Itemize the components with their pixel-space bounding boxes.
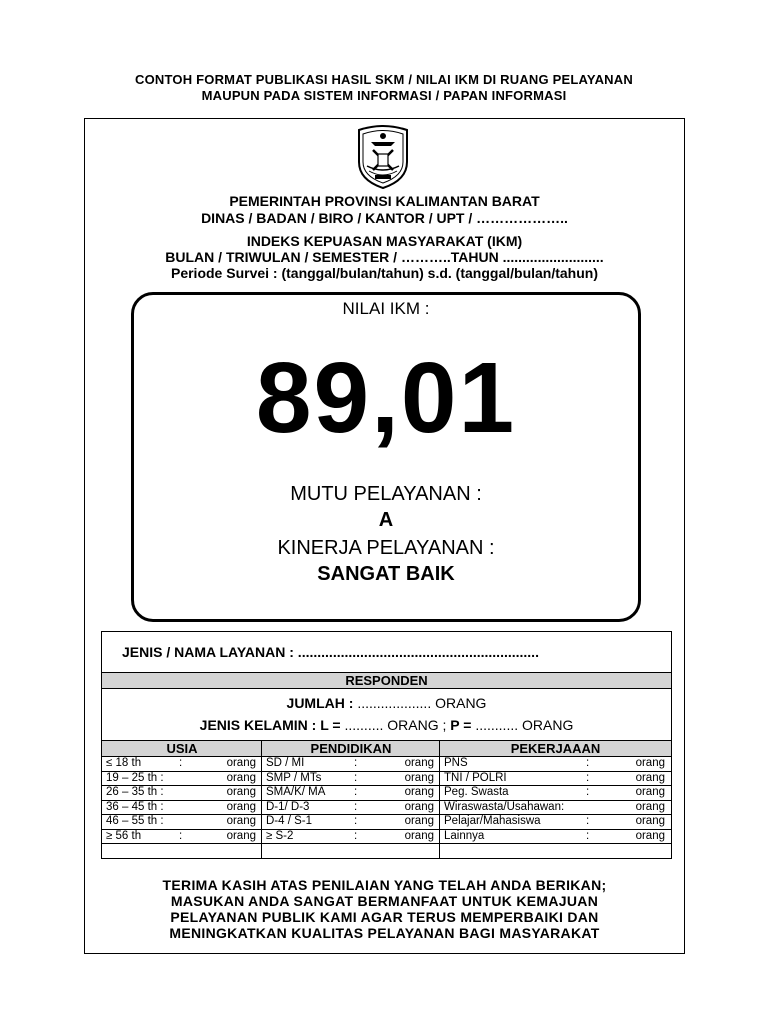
- education-category: D-1/ D-3: [266, 800, 310, 813]
- education-category: SMP / MTs: [266, 771, 322, 784]
- occupation-row: [440, 830, 671, 845]
- occupation-unit: orang: [635, 771, 665, 784]
- occupation-category: Lainnya: [444, 829, 485, 842]
- gender-line: [102, 717, 671, 733]
- age-unit: orang: [226, 829, 256, 842]
- education-column-header: PENDIDIKAN: [262, 740, 440, 757]
- education-separator: :: [354, 757, 358, 769]
- occupation-row: [440, 801, 671, 816]
- occupation-unit: orang: [635, 800, 665, 813]
- age-category: 26 – 35 th :: [106, 786, 164, 798]
- age-category: ≥ 56 th: [106, 829, 142, 842]
- province-emblem-logo: [353, 122, 413, 190]
- gender-label: JENIS KELAMIN : L =: [199, 717, 345, 733]
- education-separator: :: [354, 771, 358, 784]
- education-category: D-4 / S-1: [266, 815, 313, 827]
- occupation-separator: :: [586, 771, 590, 784]
- education-unit: orang: [404, 786, 434, 798]
- column-divider: [261, 740, 262, 859]
- education-separator: :: [354, 815, 358, 827]
- closing-line2: MASUKAN ANDA SANGAT BERMANFAAT UNTUK KEMAJUAN: [170, 893, 599, 909]
- column-divider: [439, 740, 440, 859]
- age-separator: :: [179, 757, 183, 769]
- education-column: [262, 740, 440, 859]
- ikm-score-box: [131, 292, 641, 622]
- document-title-line2: MAUPUN PADA SISTEM INFORMASI / PAPAN INFORMASI: [201, 88, 567, 103]
- age-category: ≤ 18 th: [106, 757, 142, 769]
- education-unit: orang: [404, 757, 434, 769]
- service-quality-value: A: [378, 509, 394, 531]
- respondents-heading: RESPONDEN: [102, 672, 671, 689]
- closing-line3: PELAYANAN PUBLIK KAMI AGAR TERUS MEMPERBAIKI DAN: [170, 909, 599, 925]
- total-respondents-line: [102, 695, 671, 711]
- age-column: [102, 740, 262, 859]
- occupation-row: [440, 757, 671, 772]
- education-unit: orang: [404, 771, 434, 784]
- age-row: [102, 801, 262, 816]
- education-category: ≥ S-2: [266, 829, 294, 842]
- occupation-separator: :: [586, 786, 590, 798]
- education-row: [262, 830, 440, 845]
- total-label: JUMLAH :: [286, 695, 358, 711]
- age-row: [102, 772, 262, 787]
- age-category: 46 – 55 th :: [106, 815, 164, 827]
- occupation-unit: orang: [635, 829, 665, 842]
- age-category: 36 – 45 th :: [106, 800, 164, 813]
- education-category: SMA/K/ MA: [266, 786, 326, 798]
- education-row: [262, 786, 440, 801]
- gender-female-value: ........... ORANG: [475, 717, 574, 733]
- age-column-header: USIA: [102, 740, 262, 757]
- agency-line: DINAS / BADAN / BIRO / KANTOR / UPT / ………………..: [201, 210, 568, 226]
- service-performance-value: SANGAT BAIK: [317, 563, 455, 585]
- education-separator: :: [354, 786, 358, 798]
- total-value: ................... ORANG: [357, 695, 487, 711]
- survey-period-line: Periode Survei : (tanggal/bulan/tahun) s.d. (tanggal/bulan/tahun): [170, 265, 598, 281]
- education-row: [262, 772, 440, 787]
- age-category: 19 – 25 th :: [106, 771, 164, 784]
- occupation-category: PNS: [444, 757, 468, 769]
- age-row: [102, 830, 262, 845]
- age-separator: :: [179, 829, 183, 842]
- occupation-row: [440, 786, 671, 801]
- occupation-unit: orang: [635, 815, 665, 827]
- service-quality-label: MUTU PELAYANAN :: [290, 483, 482, 505]
- service-performance-label: KINERJA PELAYANAN :: [277, 537, 495, 559]
- occupation-category: Peg. Swasta: [444, 786, 509, 798]
- ikm-label: NILAI IKM :: [342, 299, 430, 318]
- education-row: [262, 801, 440, 816]
- occupation-unit: orang: [635, 757, 665, 769]
- occupation-column-header: PEKERJAAAN: [440, 740, 671, 757]
- occupation-category: Wiraswasta/Usahawan:: [444, 800, 565, 813]
- occupation-row: [440, 815, 671, 830]
- age-unit: orang: [226, 786, 256, 798]
- education-separator: :: [354, 829, 358, 842]
- gender-male-value: .......... ORANG ;: [344, 717, 451, 733]
- education-unit: orang: [404, 815, 434, 827]
- age-unit: orang: [226, 757, 256, 769]
- occupation-category: TNI / POLRI: [444, 771, 507, 784]
- education-separator: :: [354, 800, 358, 813]
- education-row: [262, 815, 440, 830]
- age-row: [102, 757, 262, 772]
- age-unit: orang: [226, 800, 256, 813]
- period-type-line: BULAN / TRIWULAN / SEMESTER / ………..TAHUN ..........................: [165, 249, 604, 265]
- occupation-separator: :: [586, 815, 590, 827]
- age-row: [102, 786, 262, 801]
- service-name-line: JENIS / NAMA LAYANAN : ..............................................................: [122, 644, 539, 660]
- respondent-info-table: [101, 631, 672, 859]
- age-unit: orang: [226, 771, 256, 784]
- index-title: INDEKS KEPUASAN MASYARAKAT (IKM): [246, 233, 523, 249]
- occupation-unit: orang: [635, 786, 665, 798]
- education-unit: orang: [404, 800, 434, 813]
- ikm-value: 89,01: [255, 342, 517, 454]
- occupation-category: Pelajar/Mahasiswa: [444, 815, 541, 827]
- occupation-separator: :: [586, 757, 590, 769]
- respondent-breakdown-grid: [102, 740, 671, 859]
- education-row: [262, 757, 440, 772]
- education-category: SD / MI: [266, 757, 305, 769]
- document-title-line1: CONTOH FORMAT PUBLIKASI HASIL SKM / NILAI IKM DI RUANG PELAYANAN: [135, 72, 633, 87]
- education-unit: orang: [404, 829, 434, 842]
- government-name: PEMERINTAH PROVINSI KALIMANTAN BARAT: [229, 193, 540, 209]
- occupation-row: [440, 772, 671, 787]
- gender-female-label: P =: [450, 717, 476, 733]
- occupation-column: [440, 740, 671, 859]
- age-row: [102, 815, 262, 830]
- age-unit: orang: [226, 815, 256, 827]
- closing-line1: TERIMA KASIH ATAS PENILAIAN YANG TELAH ANDA BERIKAN;: [162, 877, 607, 893]
- occupation-separator: :: [586, 829, 590, 842]
- closing-line4: MENINGKATKAN KUALITAS PELAYANAN BAGI MASYARAKAT: [169, 925, 600, 941]
